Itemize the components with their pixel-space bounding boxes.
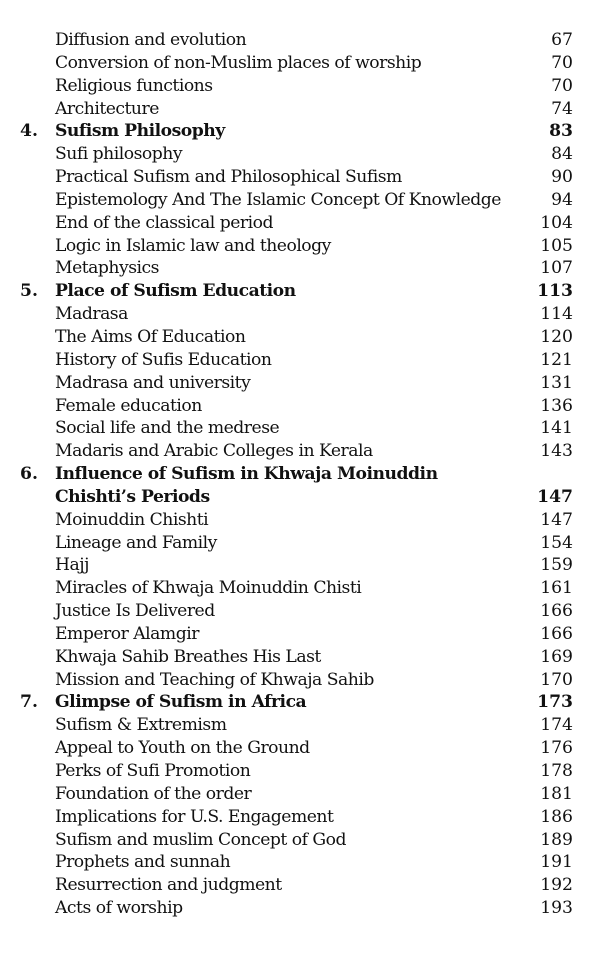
section-title: The Aims Of Education	[55, 326, 246, 347]
toc-entry-row	[0, 829, 600, 852]
toc-entry-row	[0, 29, 600, 52]
page-number: 136	[540, 395, 573, 416]
page-number: 104	[540, 212, 573, 233]
chapter-title: Glimpse of Sufism in Africa	[55, 692, 307, 713]
toc-entry-row	[0, 714, 600, 737]
page-number: 105	[540, 235, 573, 256]
section-title: Sufism and muslim Concept of God	[55, 829, 346, 850]
page-number: 166	[540, 623, 573, 644]
page-number: 74	[551, 98, 573, 119]
toc-entry-row	[0, 806, 600, 829]
section-title: Implications for U.S. Engagement	[55, 806, 334, 827]
page-number: 107	[540, 258, 573, 279]
page-number: 193	[540, 898, 573, 919]
toc-entry-row	[0, 98, 600, 121]
section-title: Epistemology And The Islamic Concept Of Knowledge	[55, 189, 501, 210]
section-title: Madrasa	[55, 304, 128, 325]
section-title: Female education	[55, 395, 202, 416]
section-title: Diffusion and evolution	[55, 30, 247, 50]
section-title: Prophets and sunnah	[55, 852, 231, 873]
chapter-title: Sufism Philosophy	[55, 121, 225, 142]
page-number: 161	[540, 578, 573, 599]
toc-entry-row	[0, 395, 600, 418]
section-title: Justice Is Delivered	[55, 601, 215, 622]
toc-entry-row	[0, 783, 600, 806]
toc-entry-row	[0, 669, 600, 692]
toc-chapter-row	[0, 486, 600, 509]
page-number: 186	[540, 806, 573, 827]
chapter-number: 4.	[20, 121, 38, 142]
page-number: 147	[537, 486, 573, 507]
section-title: Mission and Teaching of Khwaja Sahib	[55, 669, 374, 690]
toc-entry-row	[0, 349, 600, 372]
section-title: Conversion of non-Muslim places of worship	[55, 52, 422, 73]
page-number: 131	[540, 372, 573, 393]
page-number: 114	[540, 304, 573, 325]
section-title: Miracles of Khwaja Moinuddin Chisti	[55, 578, 362, 599]
toc-entry-row	[0, 440, 600, 463]
page-number: 154	[540, 532, 573, 553]
page-number: 113	[537, 281, 573, 302]
section-title: Khwaja Sahib Breathes His Last	[55, 646, 321, 667]
toc-entry-row	[0, 326, 600, 349]
page-number: 94	[551, 189, 573, 210]
toc-entry-row	[0, 760, 600, 783]
toc-chapter-row	[0, 691, 600, 714]
page-number: 181	[540, 783, 573, 804]
page-number: 170	[540, 669, 573, 690]
page-number: 176	[540, 738, 573, 759]
section-title: Social life and the medrese	[55, 418, 280, 439]
toc-chapter-row	[0, 120, 600, 143]
page-number: 67	[551, 30, 573, 50]
toc-entry-row	[0, 874, 600, 897]
toc-entry-row	[0, 554, 600, 577]
section-title: Sufism & Extremism	[55, 715, 227, 736]
page-number: 159	[540, 555, 573, 576]
toc-entry-row	[0, 509, 600, 532]
toc-entry-row	[0, 372, 600, 395]
page-number: 83	[549, 121, 573, 142]
section-title: Madrasa and university	[55, 372, 251, 393]
toc-entry-row	[0, 257, 600, 280]
toc-entry-row	[0, 52, 600, 75]
chapter-title: Influence of Sufism in Khwaja Moinuddin	[55, 464, 438, 485]
chapter-title: Place of Sufism Education	[55, 281, 296, 302]
toc-entry-row	[0, 212, 600, 235]
page-number: 120	[540, 326, 573, 347]
toc-chapter-row	[0, 280, 600, 303]
page-number: 189	[540, 829, 573, 850]
toc-entry-row	[0, 577, 600, 600]
section-title: Metaphysics	[55, 258, 159, 279]
toc-entry-row	[0, 143, 600, 166]
page-number: 90	[551, 167, 573, 188]
page-number: 178	[540, 761, 573, 781]
toc-entry-row	[0, 737, 600, 760]
page-number: 147	[540, 509, 573, 530]
section-title: Foundation of the order	[55, 783, 252, 804]
section-title: History of Sufis Education	[55, 349, 272, 370]
toc-entry-row	[0, 75, 600, 98]
page-number: 174	[540, 715, 573, 736]
section-title: Sufi philosophy	[55, 144, 183, 165]
toc-entry-row	[0, 600, 600, 623]
section-title: Emperor Alamgir	[55, 623, 199, 644]
table-of-contents	[0, 29, 600, 920]
section-title: Architecture	[55, 98, 159, 119]
page-number: 121	[540, 349, 573, 370]
page-number: 70	[551, 52, 573, 73]
section-title: End of the classical period	[55, 212, 273, 233]
page-number: 173	[537, 692, 573, 713]
toc-entry-row	[0, 235, 600, 258]
chapter-number: 7.	[20, 692, 38, 713]
toc-entry-row	[0, 646, 600, 669]
chapter-number: 5.	[20, 281, 38, 302]
page-number: 143	[540, 441, 573, 462]
section-title: Acts of worship	[55, 898, 183, 919]
chapter-number: 6.	[20, 464, 38, 485]
section-title: Madaris and Arabic Colleges in Kerala	[55, 441, 373, 462]
section-title: Moinuddin Chishti	[55, 509, 209, 530]
page-number: 166	[540, 601, 573, 622]
toc-entry-row	[0, 851, 600, 874]
toc-entry-row	[0, 532, 600, 555]
page-number: 84	[551, 144, 573, 165]
toc-entry-row	[0, 417, 600, 440]
page-number: 169	[540, 646, 573, 667]
page-number: 70	[551, 75, 573, 96]
page-number: 191	[540, 852, 573, 873]
chapter-title: Chishti’s Periods	[55, 486, 210, 507]
toc-entry-row	[0, 166, 600, 189]
toc-entry-row	[0, 303, 600, 326]
page-number: 141	[540, 418, 573, 439]
section-title: Logic in Islamic law and theology	[55, 235, 331, 256]
section-title: Resurrection and judgment	[55, 875, 282, 896]
page-number: 192	[540, 875, 573, 896]
section-title: Practical Sufism and Philosophical Sufism	[55, 167, 402, 188]
toc-chapter-row	[0, 463, 600, 486]
section-title: Perks of Sufi Promotion	[55, 761, 251, 781]
section-title: Appeal to Youth on the Ground	[55, 738, 310, 759]
toc-entry-row	[0, 897, 600, 920]
toc-entry-row	[0, 623, 600, 646]
section-title: Hajj	[55, 555, 89, 576]
section-title: Religious functions	[55, 75, 213, 96]
toc-entry-row	[0, 189, 600, 212]
section-title: Lineage and Family	[55, 532, 217, 553]
